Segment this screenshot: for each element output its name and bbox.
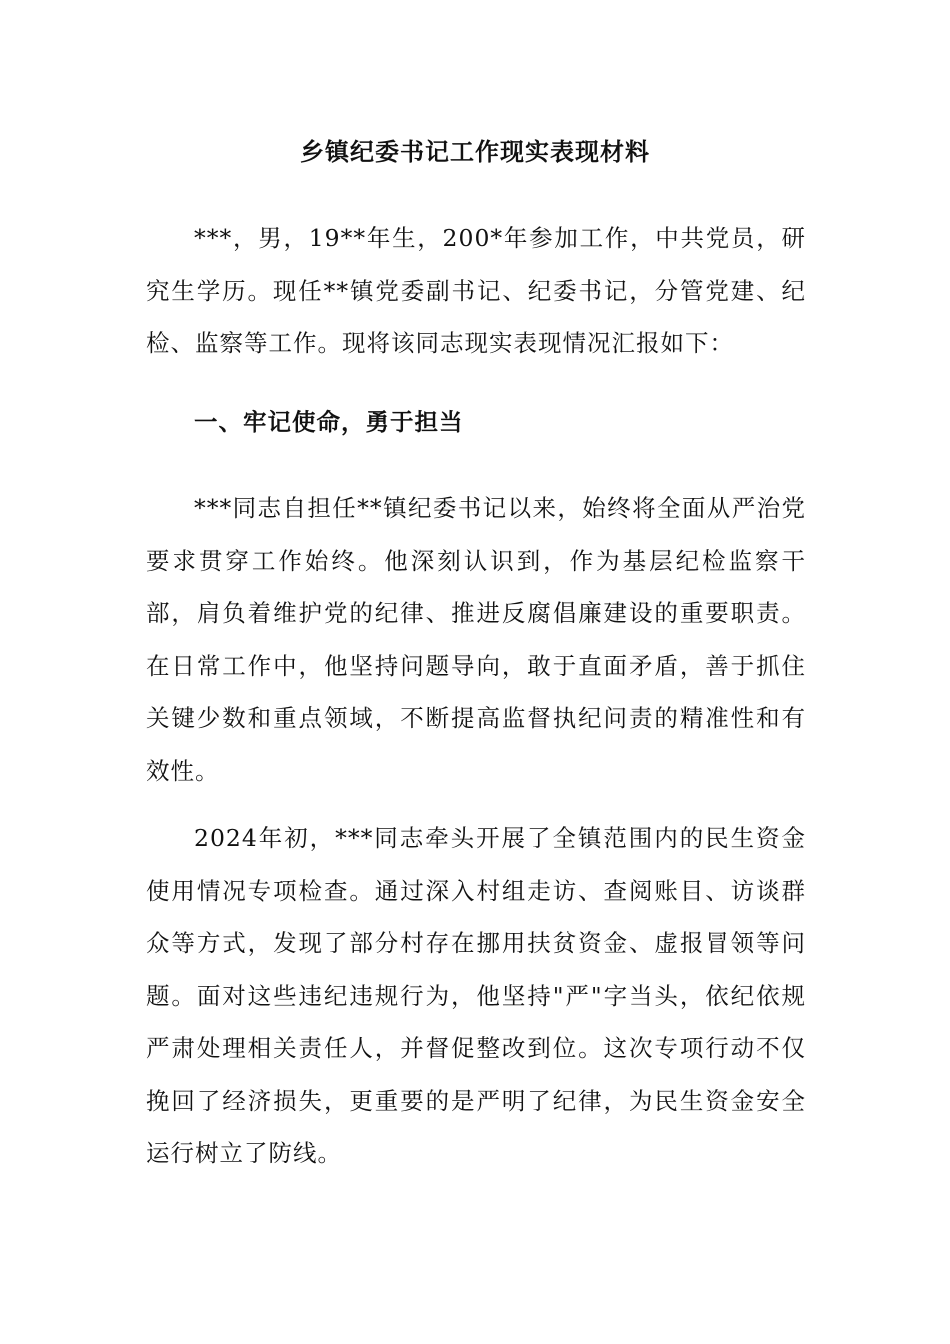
document-title: 乡镇纪委书记工作现实表现材料 [300, 137, 650, 166]
intro-paragraph: ***，男，19**年生，200*年参加工作，中共党员，研究生学历。现任**镇党委副书记、纪委书记，分管党建、纪检、监察等工作。现将该同志现实表现情况汇报如下： [146, 224, 806, 357]
body-paragraph: ***同志自担任**镇纪委书记以来，始终将全面从严治党要求贯穿工作始终。他深刻认识到，作为基层纪检监察干部，肩负着维护党的纪律、推进反腐倡廉建设的重要职责。在日常工作中，他坚持问题导向，敢于直面矛盾，善于抓住关键少数和重点领域，不断提高监督执纪问责的精准性和有效性。 [146, 494, 806, 785]
section-heading: 一、牢记使命，勇于担当 [194, 408, 464, 436]
body-paragraph: 2024年初，***同志牵头开展了全镇范围内的民生资金使用情况专项检查。通过深入村组走访、查阅账目、访谈群众等方式，发现了部分村存在挪用扶贫资金、虚报冒领等问题。面对这些违纪违规行为，他坚持"严"字当头，依纪依规严肃处理相关责任人，并督促整改到位。这次专项行动不仅挽回了经济损失，更重要的是严明了纪律，为民生资金安全运行树立了防线。 [146, 824, 806, 1167]
